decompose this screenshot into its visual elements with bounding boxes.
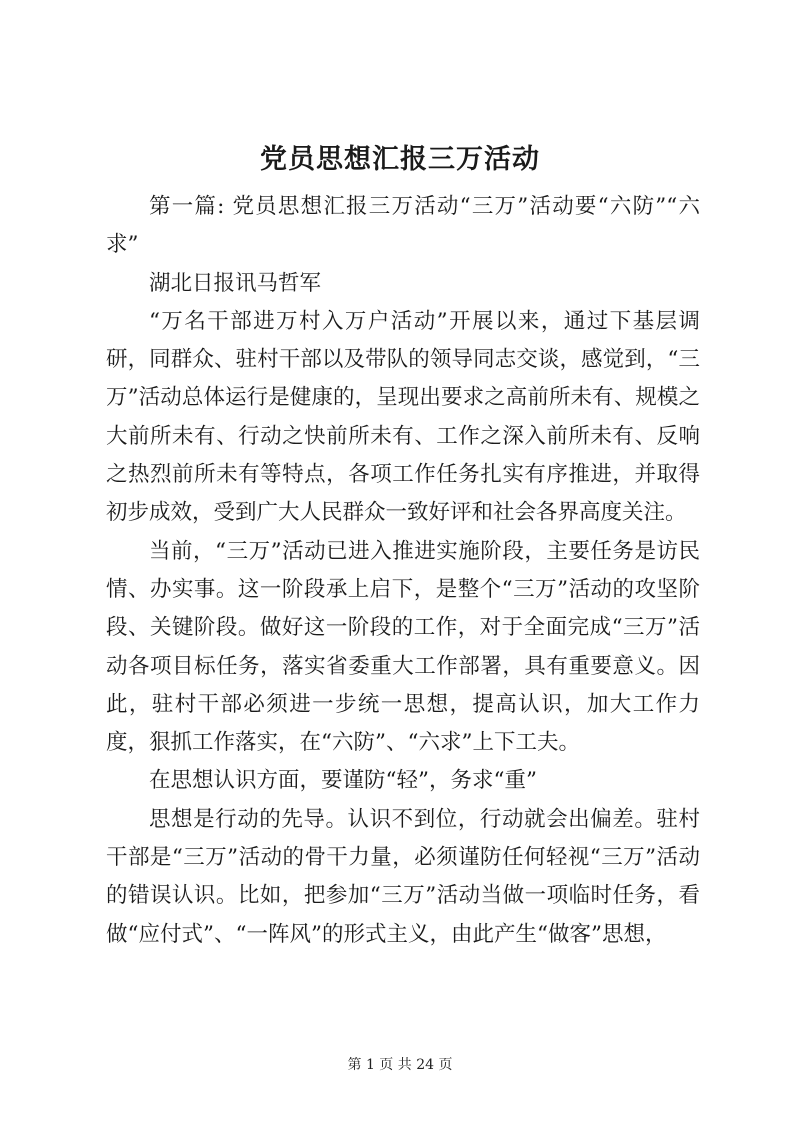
paragraph-6: 思想是行动的先导。认识不到位，行动就会出偏差。驻村干部是“三万”活动的骨干力量，必须谨防任何轻视“三万”活动的错误认识。比如，把参加“三万”活动当做一项临时任务，看做“应付式”、“一阵风”的形式主义，由此产生“做客”思想， xyxy=(106,806,700,947)
document-body xyxy=(106,188,700,954)
document-title: 党员思想汇报三万活动 xyxy=(260,144,540,175)
paragraph-3: “万名干部进万村入万户活动”开展以来，通过下基层调研，同群众、驻村干部以及带队的领导同志交谈，感觉到，“三万”活动总体运行是健康的，呈现出要求之高前所未有、规模之大前所未有、行动之快前所未有、工作之深入前所未有、反响之热烈前所未有等特点，各项工作任务扎实有序推进，并取得初步成效，受到广大人民群众一致好评和社会各界高度关注。 xyxy=(106,308,700,526)
paragraph-1: 第一篇: 党员思想汇报三万活动“三万”活动要“六防”“六求” xyxy=(106,194,700,258)
paragraph-5: 在思想认识方面，要谨防“轻”，务求“重” xyxy=(149,768,537,794)
paragraph-2: 湖北日报讯马哲军 xyxy=(149,270,322,296)
page-footer: 第 1 页 共 24 页 xyxy=(347,1057,453,1073)
paragraph-4: 当前，“三万”活动已进入推进实施阶段，主要任务是访民情、办实事。这一阶段承上启下，是整个“三万”活动的攻坚阶段、关键阶段。做好这一阶段的工作，对于全面完成“三万”活动各项目标任务，落实省委重大工作部署，具有重要意义。因此，驻村干部必须进一步统一思想，提高认识，加大工作力度，狠抓工作落实，在“六防”、“六求”上下工夫。 xyxy=(106,538,700,756)
